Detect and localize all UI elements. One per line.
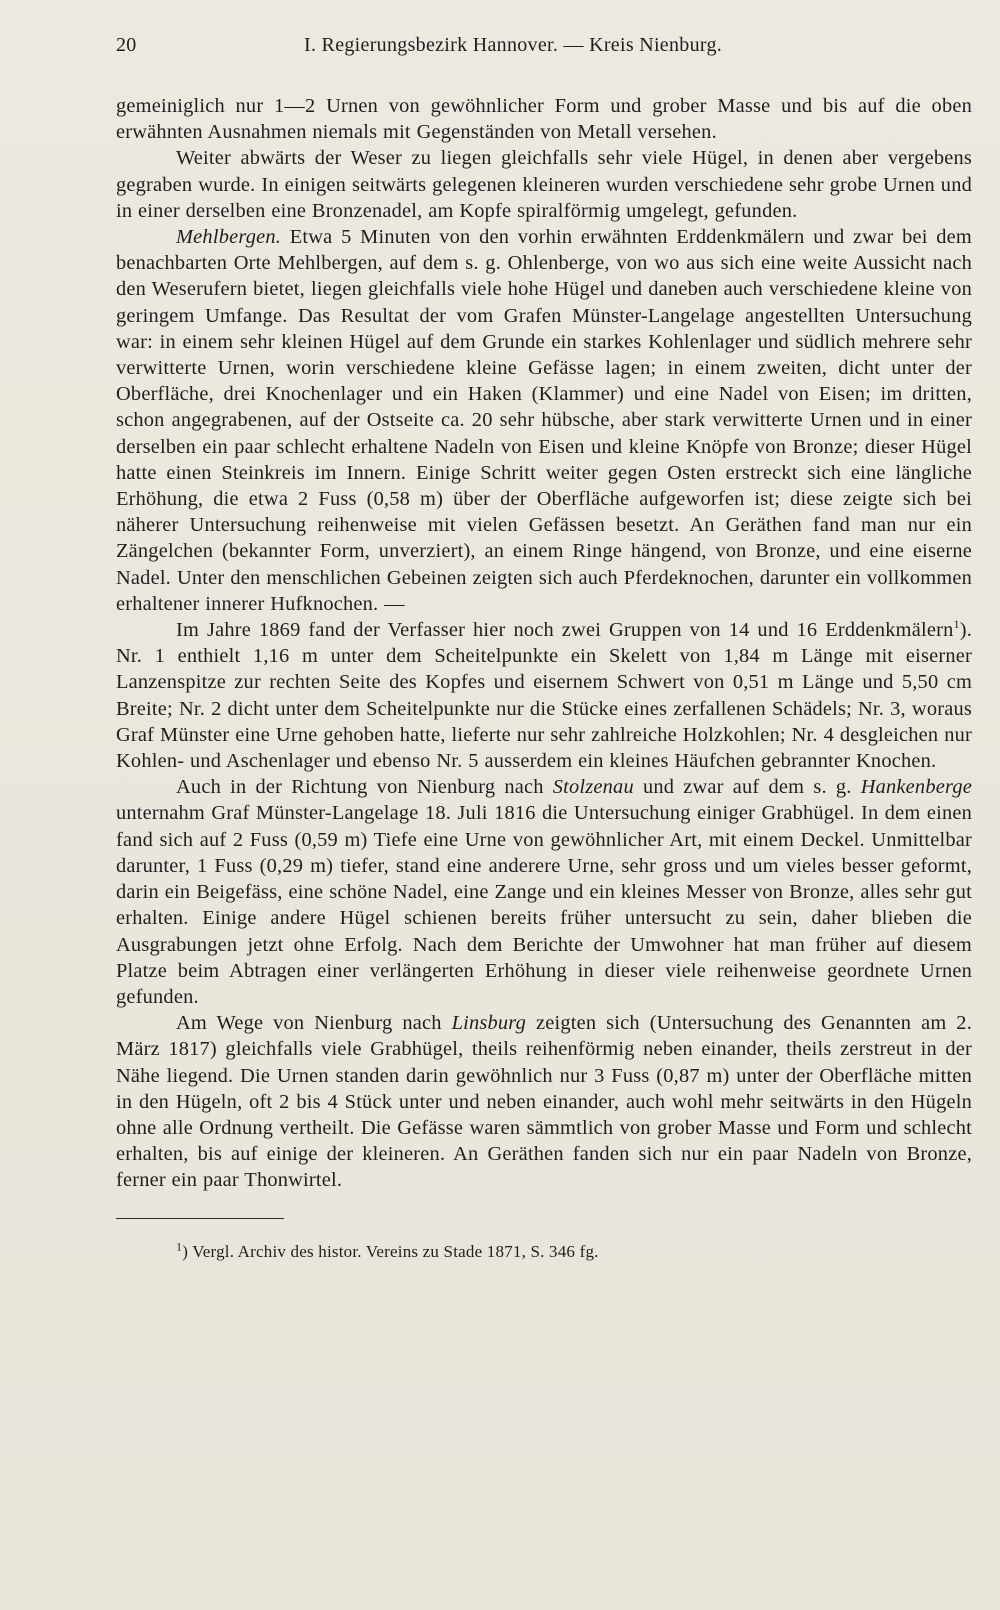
paragraph-1869 [116,617,972,774]
paragraph-1: gemeiniglich nur 1—2 Urnen von gewöhnlicher Form und grober Masse und bis auf die oben erwähnten Ausnahmen niemals mit Gegenständen von Metall versehen. [116,95,972,144]
footnote-divider [116,1218,284,1219]
footnote-marker: 1 [176,1238,183,1253]
paragraph-1869-text-a: Im Jahre 1869 fand der Verfasser hier noch zwei Gruppen von 14 und 16 Erddenkmälern [176,619,954,642]
paragraph-stolzenau-text-a: Auch in der Richtung von Nienburg nach [176,776,553,799]
footnote-text: ) Vergl. Archiv des histor. Vereins zu Stade 1871, S. 346 fg. [182,1241,599,1261]
footnote-reference: 1 [953,617,960,632]
paragraph-linsburg-text-a: Am Wege von Nienburg nach [176,1012,452,1035]
footnote [176,1238,972,1263]
place-name-linsburg: Linsburg [451,1012,527,1035]
paragraph-stolzenau-text-b: und zwar auf dem s. g. [633,776,861,799]
paragraph-1869-text-b: ). Nr. 1 enthielt 1,16 m unter dem Scheitelpunkte ein Skelett von 1,84 m Länge mit eiserner Lanzenspitze zur rechten Seite des Kopfes und eisernem Schwert von 0,51 m Länge und 5,50 cm Breite; Nr. 2 dicht unter dem Scheitelpunkte nur die Stücke eines zerfallenen Schädels; Nr. 3, woraus Graf Münster eine Urne gehoben hatte, lieferte nur sehr zahlreiche Holzkohlen; Nr. 4 desgleichen nur Kohlen- und Aschenlager und ebenso Nr. 5 ausserdem ein kleines Häufchen gebrannter Knochen. [116,619,972,773]
paragraph-stolzenau-text-c: unternahm Graf Münster-Langelage 18. Juli 1816 die Untersuchung einiger Grabhügel. In dem einen fand sich auf 2 Fuss (0,59 m) Tiefe eine Urne von gewöhnlicher Art, mit einem Deckel. Unmittelbar darunter, 1 Fuss (0,29 m) tiefer, stand eine anderere Urne, sehr gross und um vieles besser geformt, darin ein Beigefäss, eine schöne Nadel, eine Zange und ein kleines Messer von Bronze, alles sehr gut erhalten. Einige andere Hügel schienen bereits früher untersucht zu sein, daher blieben die Ausgrabungen jetzt ohne Erfolg. Nach dem Berichte der Umwohner hat man früher auf diesem Platze beim Abtragen einer verlängerten Erhöhung in dieser viele reihenweise geordnete Urnen gefunden. [116,802,972,1008]
page-header [116,34,972,57]
paragraph-linsburg-text-b: zeigten sich (Untersuchung des Genannten am 2. März 1817) gleichfalls viele Grabhügel, theils reihenförmig neben einander, theils zerstreut in der Nähe liegend. Die Urnen standen darin gewöhnlich nur 3 Fuss (0,87 m) unter der Oberfläche mitten in den Hügeln, oft 2 bis 4 Stück unter und neben einander, auch wohl mehr seitwärts in den Hügeln ohne alle Ordnung vertheilt. Die Gefässe waren sämmtlich von grober Masse und Form und schlecht erhalten, bis auf einige der kleineren. An Geräthen fanden sich nur ein paar Nadeln von Bronze, ferner ein paar Thonwirtel. [116,1012,972,1192]
paragraph-mehlbergen [116,224,972,617]
page-number: 20 [116,34,137,56]
paragraph-stolzenau [116,774,972,1010]
paragraph-2: Weiter abwärts der Weser zu liegen gleichfalls sehr viele Hügel, in denen aber vergebens gegraben wurde. In einigen seitwärts gelegenen kleineren wurden verschiedene sehr grobe Urnen und in einer derselben eine Bronzenadel, am Kopfe spiralförmig umgelegt, gefunden. [116,147,972,222]
paragraph-linsburg [116,1010,972,1193]
place-name-stolzenau: Stolzenau [552,776,634,799]
running-head: I. Regierungsbezirk Hannover. — Kreis Nienburg. [304,34,723,56]
place-name-hankenberge: Hankenberge [860,776,973,799]
paragraph-mehlbergen-text: Etwa 5 Minuten von den vorhin erwähnten Erddenkmälern und zwar bei dem benachbarten Orte Mehlbergen, auf dem s. g. Ohlenberge, von wo aus sich eine weite Aussicht nach den Weserufern bietet, liegen gleichfalls viele hohe Hügel und daneben auch verschiedene kleine von geringem Umfange. Das Resultat der vom Grafen Münster-Langelage angestellten Untersuchung war: in einem sehr kleinen Hügel auf dem Grunde ein starkes Kohlenlager und südlich mehrere sehr verwitterte Urnen, worin verschiedene kleine Gefässe lagen; in einem zweiten, dicht unter der Oberfläche, drei Knochenlager und ein Haken (Klammer) und eine Nadel von Eisen; im dritten, schon angegrabenen, auf der Ostseite ca. 20 sehr hübsche, aber stark verwitterte Urnen und in einer derselben ein paar schlecht erhaltene Nadeln von Eisen und kleine Knöpfe von Bronze; dieser Hügel hatte einen Steinkreis im Innern. Einige Schritt weiter gegen Osten erstreckt sich eine längliche Erhöhung, die etwa 2 Fuss (0,58 m) über der Oberfläche aufgeworfen ist; diese zeigte sich bei näherer Untersuchung reihenweise mit vielen Gefässen besetzt. An Geräthen fand man nur ein Zängelchen (bekannter Form, unverziert), an einem Ringe hängend, von Bronze, und eine eiserne Nadel. Unter den menschlichen Gebeinen zeigten sich auch Pferdeknochen, darunter ein vollkommen erhaltener innerer Hufknochen. — [116,226,972,615]
place-name-mehlbergen: Mehlbergen. [176,226,282,249]
body-text [116,93,972,1194]
